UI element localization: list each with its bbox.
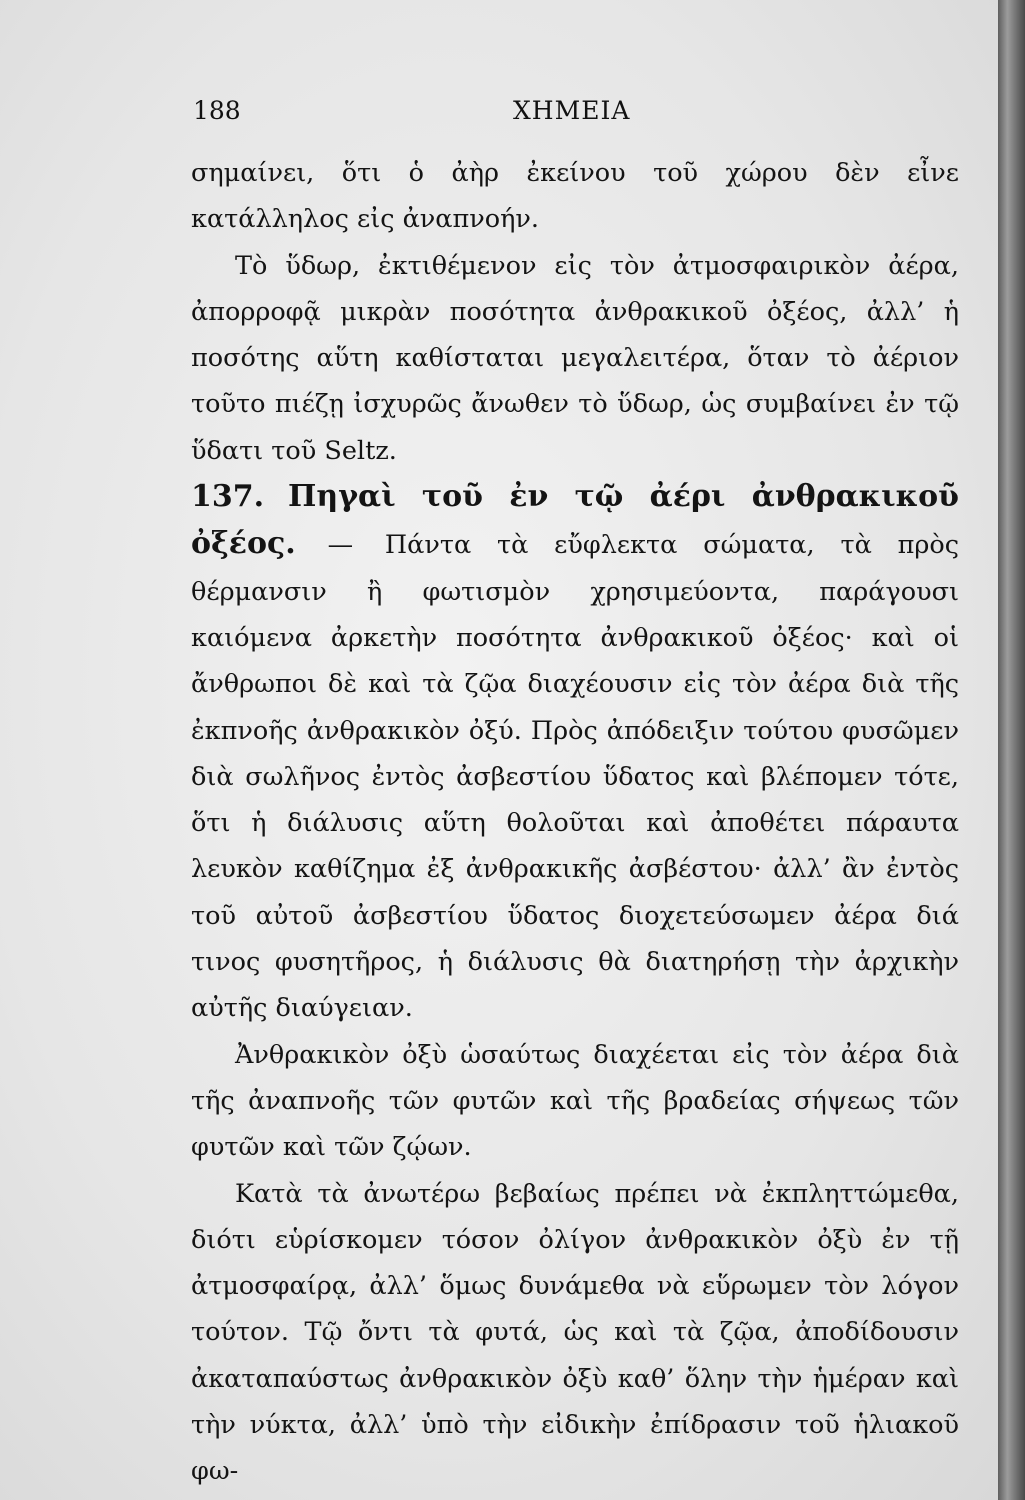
paragraph-water: Τὸ ὕδωρ, ἐκτιθέμενον εἰς τὸν ἀτμοσφαιρικὸν ἀέρα, ἀπορροφᾷ μικρὰν ποσότητα ἀνθρακικοῦ ὀξέος, ἀλλ’ ἡ ποσότης αὕτη καθίσταται μεγαλειτέρα, ὅταν τὸ ἀέριον τοῦτο πιέζῃ ἰσχυρῶς ἄνωθεν τὸ ὕδωρ, ὡς συμβαίνει ἐν τῷ ὕδατι τοῦ Seltz. xyxy=(191,250,959,466)
paragraph-continuation: σημαίνει, ὅτι ὁ ἀὴρ ἐκείνου τοῦ χώρου δὲν εἶνε κατάλληλος εἰς ἀναπνοήν. xyxy=(191,158,959,235)
page-edge-shadow xyxy=(998,0,1025,1500)
section-title: Πηγαὶ τοῦ ἐν τῷ ἀέρι ἀνθρακικοῦ ὀξέος. xyxy=(191,479,959,562)
paragraph-plants: Ἀνθρακικὸν ὀξὺ ὡσαύτως διαχέεται εἰς τὸν ἀέρα διὰ τῆς ἀναπνοῆς τῶν φυτῶν καὶ τῆς βραδείας σήψεως τῶν φυτῶν καὶ τῶν ζῴων. xyxy=(191,1039,959,1163)
section-dash: — xyxy=(327,530,354,561)
section-text: Πάντα τὰ εὔφλεκτα σώματα, τὰ πρὸς θέρμανσιν ἢ φωτισμὸν χρησιμεύοντα, παράγουσι καιόμενα ἀρκετὴν ποσότητα ἀνθρακικοῦ ὀξέος· καὶ οἱ ἄνθρωποι δὲ καὶ τὰ ζῷα διαχέουσιν εἰς τὸν ἀέρα διὰ τῆς ἐκπνοῆς ἀνθρακικὸν ὀξύ. Πρὸς ἀπόδειξιν τούτου φυσῶμεν διὰ σωλῆνος ἐντὸς ἀσβεστίου ὕδατος καὶ βλέπομεν τότε, ὅτι ἡ διάλυσις αὕτη θολοῦται καὶ ἀποθέτει πάραυτα λευκὸν καθίζημα ἐξ ἀνθρακικῆς ἀσβέστου· ἀλλ’ ἂν ἐντὸς τοῦ αὐτοῦ ἀσβεστίου ὕδατος διοχετεύσωμεν ἀέρα διά τινος φυσητῆρος, ἡ διάλυσις θὰ διατηρήσῃ τὴν ἀρχικὴν αὐτῆς διαύγειαν. xyxy=(191,530,959,1024)
paragraph-conclusion: Κατὰ τὰ ἀνωτέρω βεβαίως πρέπει νὰ ἐκπληττώμεθα, διότι εὑρίσκομεν τόσον ὀλίγον ἀνθρακικὸν ὀξὺ ἐν τῇ ἀτμοσφαίρᾳ, ἀλλ’ ὅμως δυνάμεθα νὰ εὕρωμεν τὸν λόγον τούτον. Τῷ ὄντι τὰ φυτά, ὡς καὶ τὰ ζῷα, ἀποδίδουσιν ἀκαταπαύστως ἀνθρακικὸν ὀξὺ καθ’ ὅλην τὴν ἡμέραν καὶ τὴν νύκτα, ἀλλ’ ὑπὸ τὴν εἰδικὴν ἐπίδρασιν τοῦ ἡλιακοῦ φω- xyxy=(191,1178,959,1487)
page-header xyxy=(193,96,958,136)
section-number: 137. xyxy=(191,479,265,515)
section-137 xyxy=(191,474,959,1032)
body-text xyxy=(191,150,959,1495)
running-title: ΧΗΜΕΙΑ xyxy=(513,96,631,125)
page-number: 188 xyxy=(193,96,241,125)
